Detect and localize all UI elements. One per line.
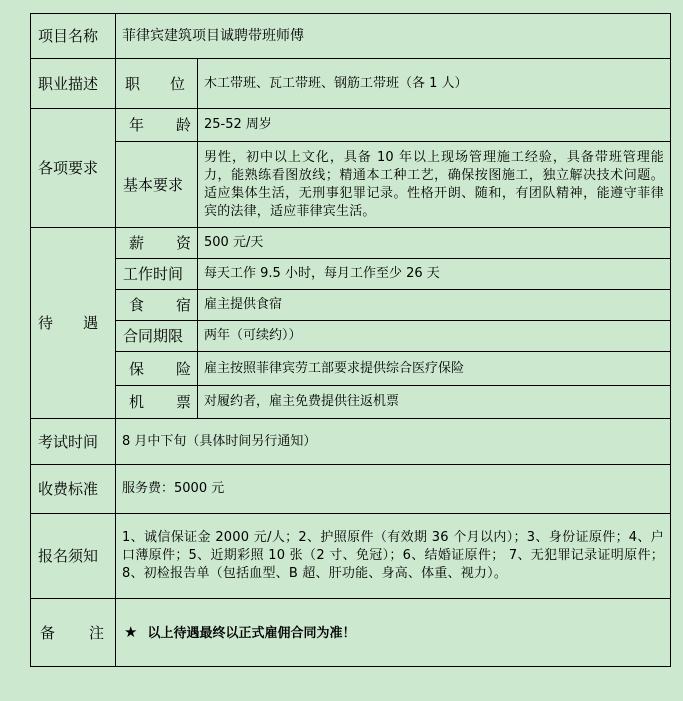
signup-value: 1、诚信保证金 2000 元/人；2、护照原件（有效期 36 个月以内）；3、身份证原件；4、户口薄原件；5、近期彩照 10 张（2 寸、免冠）；6、结婚证原件； 7、无犯罪记录证明原件；8、初检报告单（包括血型、B 超、肝功能、身高、体重、视力）。 (116, 514, 671, 599)
row-exam (31, 419, 671, 465)
job-label: 职业描述 (31, 59, 116, 109)
row-signup (31, 514, 671, 599)
ticket-value: 对履约者，雇主免费提供往返机票 (198, 386, 671, 419)
basic-value: 男性，初中以上文化，具备 10 年以上现场管理施工经验，具备带班管理能力，能熟练看图放线；精通本工种工艺，确保按图施工，独立解决技术问题。适应集体生活，无刑事犯罪记录。性格开朗、随和，有团队精神，能遵守菲律宾的法律，适应菲律宾生活。 (198, 142, 671, 228)
hours-value: 每天工作 9.5 小时，每月工作至少 26 天 (198, 259, 671, 290)
lodging-value: 雇主提供食宿 (198, 290, 671, 321)
salary-label: 薪 资 (116, 228, 198, 259)
signup-label: 报名须知 (31, 514, 116, 599)
lodging-label: 食 宿 (116, 290, 198, 321)
row-project (31, 14, 671, 59)
row-age (31, 109, 671, 142)
age-label: 年 龄 (116, 109, 198, 142)
row-job (31, 59, 671, 109)
row-basic (31, 142, 671, 228)
position-label: 职 位 (116, 59, 198, 109)
insurance-value: 雇主按照菲律宾劳工部要求提供综合医疗保险 (198, 352, 671, 386)
hours-label: 工作时间 (116, 259, 198, 290)
row-fee (31, 465, 671, 514)
insurance-label: 保 险 (116, 352, 198, 386)
row-lodging (31, 290, 671, 321)
benefits-label: 待 遇 (31, 228, 116, 419)
exam-label: 考试时间 (31, 419, 116, 465)
row-ticket (31, 386, 671, 419)
remark-text: 以上待遇最终以正式雇佣合同为准！ (147, 625, 356, 641)
contract-value: 两年（可续约）） (198, 321, 671, 352)
requirements-label: 各项要求 (31, 109, 116, 228)
contract-label: 合同期限 (116, 321, 198, 352)
exam-value: 8 月中下旬（具体时间另行通知） (116, 419, 671, 465)
position-value: 木工带班、瓦工带班、钢筋工带班（各 1 人） (198, 59, 671, 109)
row-hours (31, 259, 671, 290)
row-salary (31, 228, 671, 259)
ticket-label: 机 票 (116, 386, 198, 419)
fee-value: 服务费：5000 元 (116, 465, 671, 514)
star-icon: ★ (124, 622, 138, 641)
salary-value: 500 元/天 (198, 228, 671, 259)
age-value: 25-52 周岁 (198, 109, 671, 142)
row-remark (31, 599, 671, 667)
project-value: 菲律宾建筑项目诚聘带班师傅 (116, 14, 671, 59)
remark-label: 备 注 (31, 599, 116, 667)
row-insurance (31, 352, 671, 386)
basic-label: 基本要求 (116, 142, 198, 228)
fee-label: 收费标准 (31, 465, 116, 514)
recruitment-sheet (30, 13, 671, 667)
remark-value (116, 599, 671, 667)
row-contract (31, 321, 671, 352)
recruitment-table (30, 13, 671, 667)
project-label: 项目名称 (31, 14, 116, 59)
